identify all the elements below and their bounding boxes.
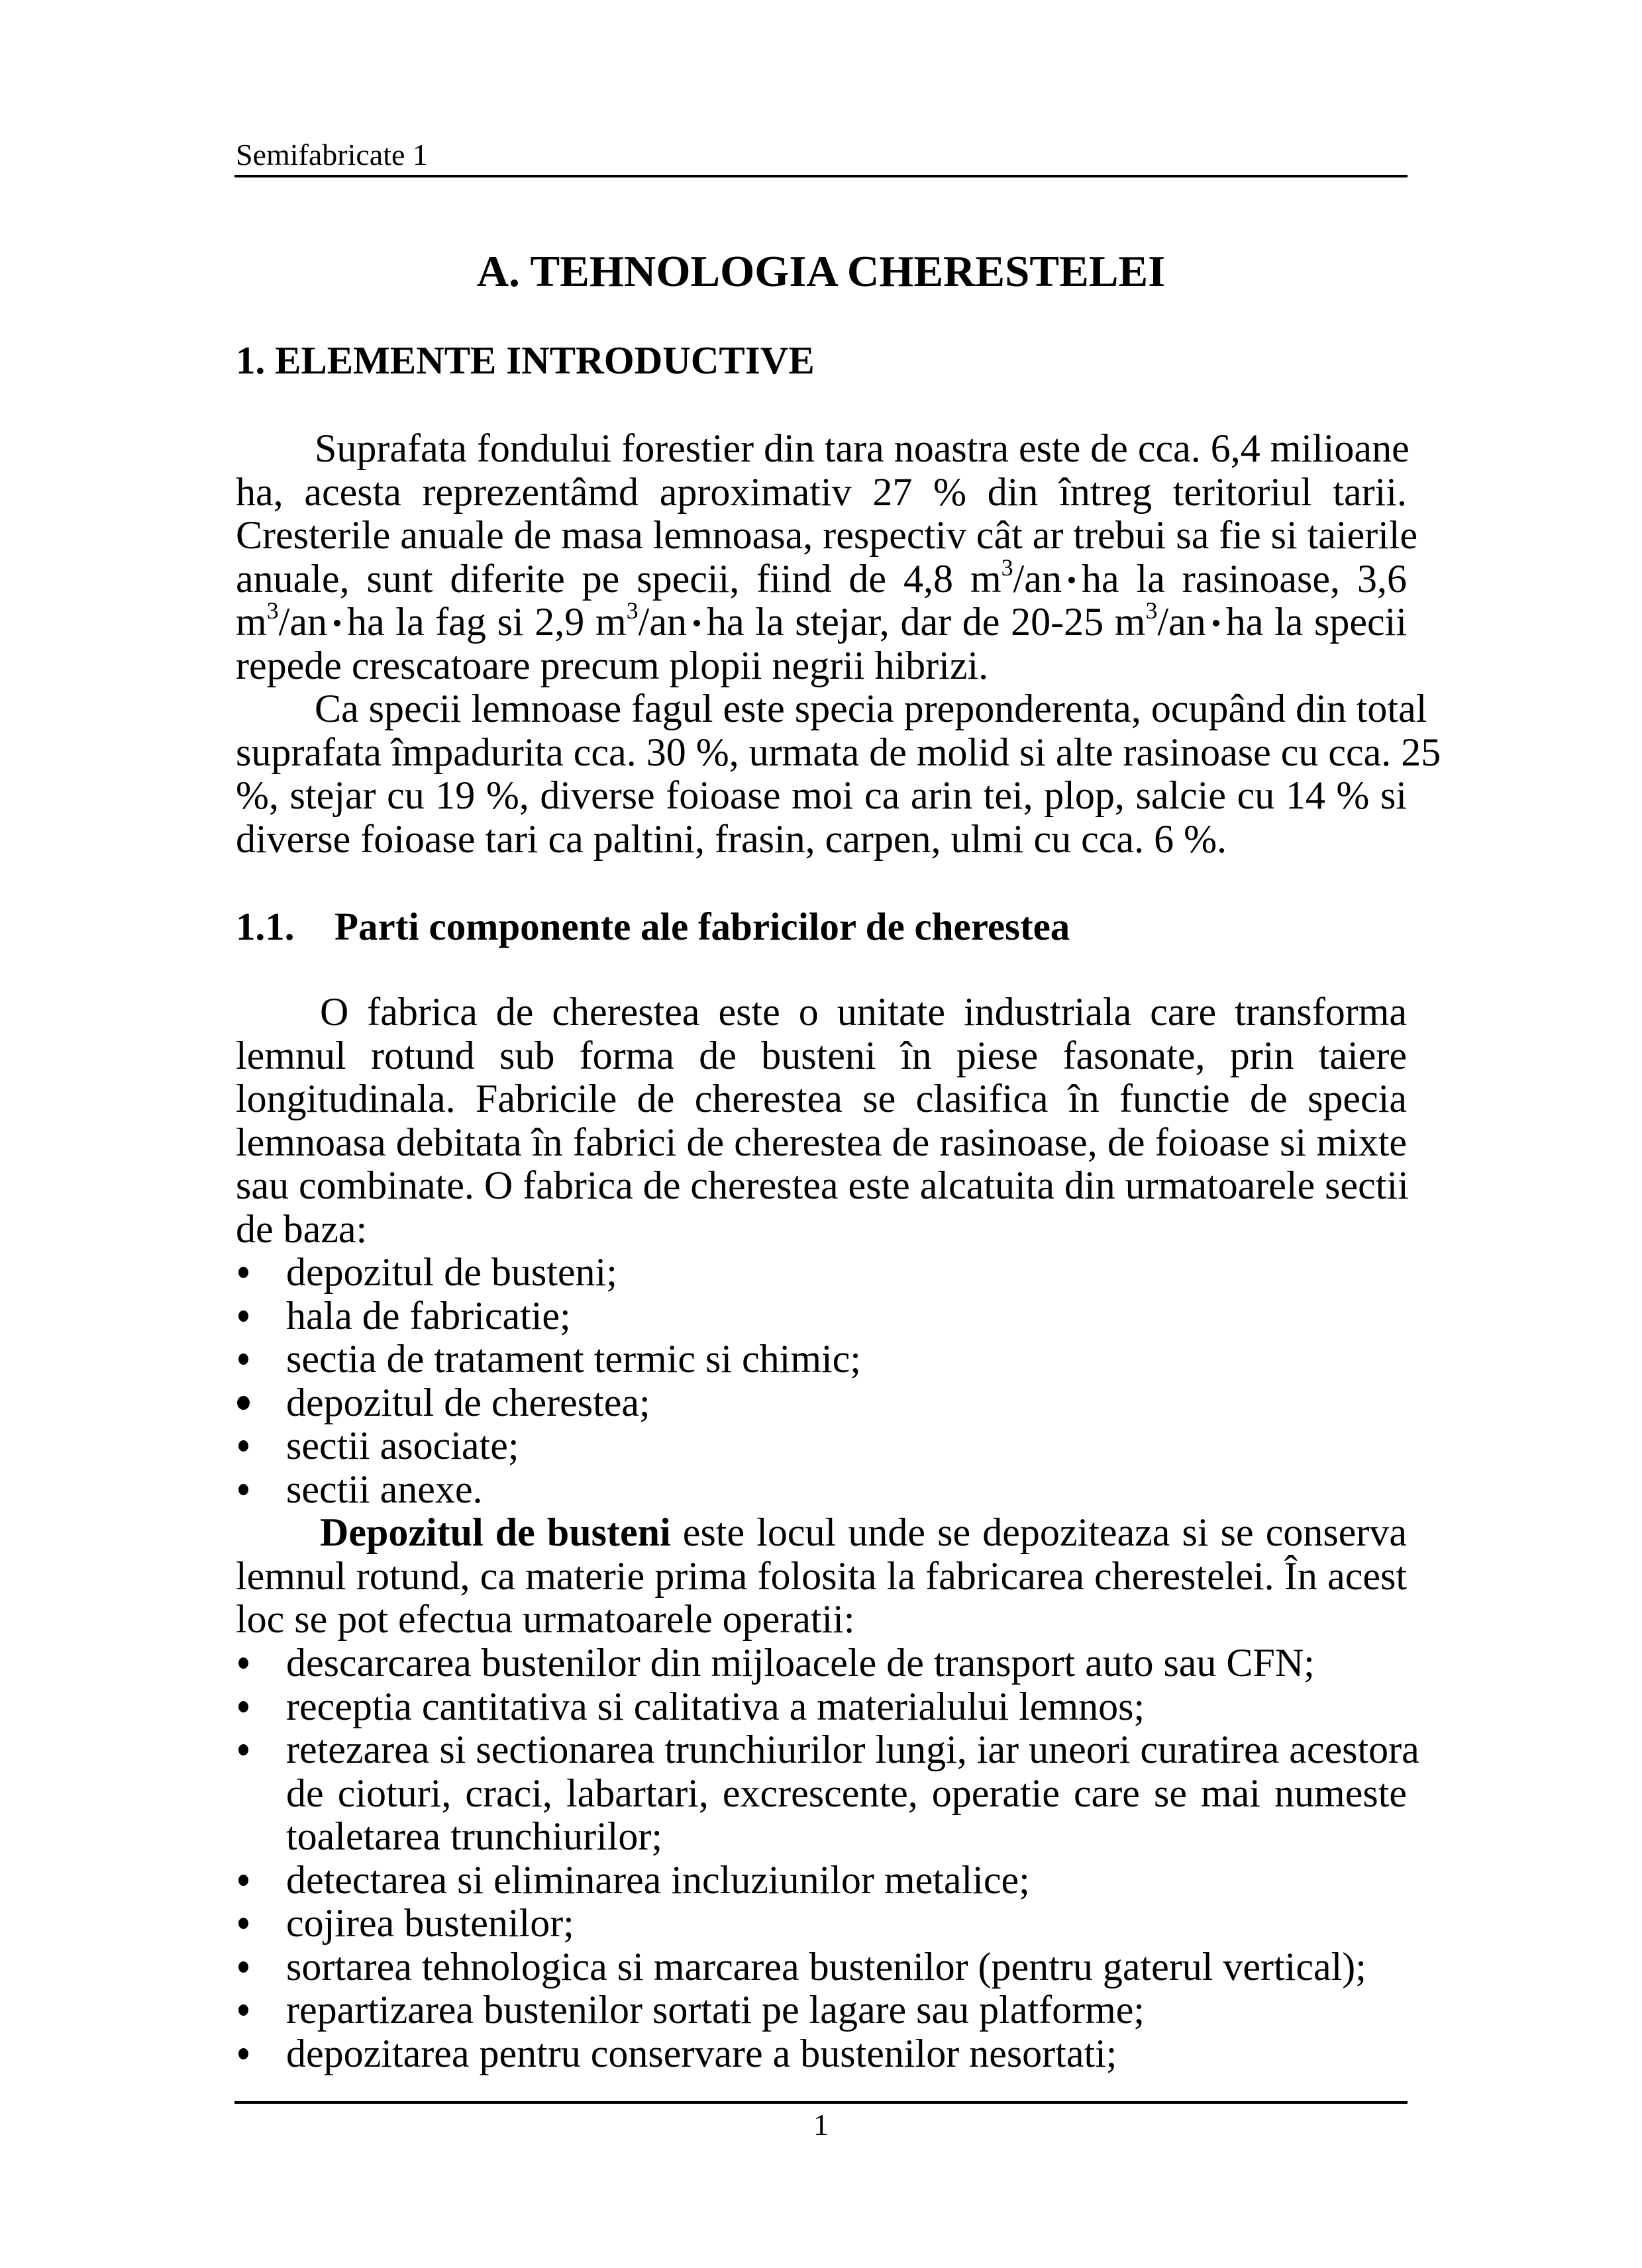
page-number: 1 xyxy=(813,2108,829,2142)
sawmill-sections-list xyxy=(236,1251,1407,1511)
text-line: longitudinala. Fabricile de cherestea se clasifica în functie de specia xyxy=(236,1077,1407,1120)
bullet-dot-icon xyxy=(237,1396,250,1410)
text-fragment: /an xyxy=(1013,556,1062,601)
text-fragment: /an xyxy=(638,600,687,644)
bullet-dot-icon xyxy=(238,1744,248,1755)
paragraph-sawmill-definition xyxy=(236,991,1407,1251)
list-item xyxy=(236,2032,1407,2076)
text-fragment: ha la rasinoase, 3,6 xyxy=(1081,556,1407,601)
list-item-text: sectii asociate; xyxy=(286,1424,519,1467)
running-header: Semifabricate 1 xyxy=(236,138,428,172)
text-line: detectarea si eliminarea incluziunilor metalice; xyxy=(286,1857,1030,1902)
text-line: sau combinate. O fabrica de cherestea este alcatuita din urmatoarele sectii xyxy=(236,1163,1409,1207)
list-item xyxy=(236,1728,1419,1859)
paragraph-forest-area xyxy=(236,426,1418,687)
list-item xyxy=(236,1338,1407,1381)
bullet-dot-icon xyxy=(238,1354,248,1365)
text-line: descarcarea bustenilor din mijloacele de transport auto sau CFN; xyxy=(286,1641,1315,1685)
list-item-text: sectia de tratament termic si chimic; xyxy=(286,1337,861,1381)
list-item xyxy=(236,1642,1407,1685)
list-item-text: hala de fabricatie; xyxy=(286,1293,571,1338)
bullet-dot-icon xyxy=(238,2048,248,2059)
text-line xyxy=(236,1511,1407,1555)
bullet-dot-icon xyxy=(238,1918,248,1929)
list-item xyxy=(236,1859,1407,1902)
list-item xyxy=(236,1381,1407,1425)
list-item-text xyxy=(286,1728,1419,1859)
text-fragment: ha la specii xyxy=(1225,600,1408,644)
text-line: repartizarea bustenilor sortati pe lagare sau platforme; xyxy=(286,1988,1145,2032)
list-item xyxy=(236,1685,1407,1729)
middle-dot-icon xyxy=(1213,620,1219,626)
bullet-dot-icon xyxy=(238,1657,248,1669)
superscript: 3 xyxy=(1145,597,1158,624)
text-line: sortarea tehnologica si marcarea bustenilor (pentru gaterul vertical); xyxy=(286,1944,1366,1989)
bullet-dot-icon xyxy=(238,2004,248,2016)
section-heading-1: 1. ELEMENTE INTRODUCTIVE xyxy=(236,338,815,382)
list-item xyxy=(236,1424,1407,1468)
bullet-dot-icon xyxy=(238,1440,248,1452)
text-line: de baza: xyxy=(236,1207,368,1251)
list-item-text xyxy=(286,1946,1407,1989)
section-title: Parti componente ale fabricilor de cherestea xyxy=(334,905,1070,948)
list-item-text: depozitul de cherestea; xyxy=(286,1380,650,1424)
text-fragment: este locul unde se depoziteaza si se conserva xyxy=(670,1510,1407,1554)
list-item-text xyxy=(286,1902,1407,1946)
superscript: 3 xyxy=(626,597,639,624)
text-line: ha, acesta reprezentâmd aproximativ 27 % din întreg teritoriul tarii. xyxy=(236,469,1407,514)
header-rule xyxy=(234,175,1408,177)
text-line: retezarea si sectionarea trunchiurilor lungi, iar uneori curatirea acestora xyxy=(286,1728,1419,1771)
text-fragment: /an xyxy=(278,600,327,644)
list-item xyxy=(236,1468,1407,1512)
list-item-text xyxy=(286,1989,1407,2032)
text-line: lemnoasa debitata în fabrici de cherestea de rasinoase, de foioase si mixte xyxy=(236,1120,1407,1164)
text-line: diverse foioase tari ca paltini, frasin, carpen, ulmi cu cca. 6 %. xyxy=(236,816,1227,861)
middle-dot-icon xyxy=(693,620,700,626)
section-number: 1.1. xyxy=(236,905,295,948)
middle-dot-icon xyxy=(1068,577,1075,583)
document-title: A. TEHNOLOGIA CHERESTELEI xyxy=(476,247,1166,296)
text-fragment: ha la fag si 2,9 m xyxy=(346,600,627,644)
text-line: lemnul rotund, ca materie prima folosita la fabricarea cherestelei. În acest xyxy=(236,1553,1407,1598)
section-heading-1-1 xyxy=(236,903,1070,950)
list-item-text xyxy=(286,1642,1407,1685)
list-item xyxy=(236,1295,1407,1338)
superscript: 3 xyxy=(266,597,279,624)
text-fragment: /an xyxy=(1157,600,1206,644)
bullet-dot-icon xyxy=(238,1484,248,1495)
bullet-dot-icon xyxy=(238,1701,248,1712)
text-line: receptia cantitativa si calitativa a materialului lemnos; xyxy=(286,1684,1145,1728)
list-item-text xyxy=(286,2032,1407,2076)
text-line: cojirea bustenilor; xyxy=(286,1901,574,1945)
list-item-text: depozitul de busteni; xyxy=(286,1250,617,1294)
list-item-text xyxy=(286,1685,1407,1729)
text-line xyxy=(236,597,1408,644)
bullet-dot-icon xyxy=(238,1875,248,1886)
bullet-dot-icon xyxy=(238,1961,248,1973)
text-line: depozitarea pentru conservare a bustenilor nesortati; xyxy=(286,2031,1117,2075)
middle-dot-icon xyxy=(334,620,340,626)
text-line: Suprafata fondului forestier din tara noastra este de cca. 6,4 milioane xyxy=(315,426,1410,470)
text-line: lemnul rotund sub forma de busteni în piese fasonate, prin taiere xyxy=(236,1033,1407,1077)
list-item xyxy=(236,1989,1407,2032)
text-line: suprafata împadurita cca. 30 %, urmata de molid si alte rasinoase cu cca. 25 xyxy=(236,730,1441,774)
text-line: toaletarea trunchiurilor; xyxy=(286,1814,663,1858)
text-line: O fabrica de cherestea este o unitate industriala care transforma xyxy=(320,990,1407,1034)
text-line: repede crescatoare precum plopii negrii hibrizi. xyxy=(236,643,989,687)
paragraph-log-yard xyxy=(236,1511,1407,1642)
bold-term: Depozitul de busteni xyxy=(320,1510,671,1554)
bullet-dot-icon xyxy=(238,1267,248,1278)
list-item xyxy=(236,1946,1407,1989)
list-item xyxy=(236,1902,1407,1946)
text-line: de cioturi, craci, labartari, excrescente, operatie care se mai numeste xyxy=(286,1771,1407,1815)
list-item-text xyxy=(286,1859,1407,1902)
text-line: loc se pot efectua urmatoarele operatii: xyxy=(236,1597,855,1641)
superscript: 3 xyxy=(1001,554,1013,581)
text-line xyxy=(236,554,1407,601)
log-yard-operations-list xyxy=(236,1641,1419,2075)
paragraph-species xyxy=(236,687,1441,861)
text-fragment: m xyxy=(236,600,267,644)
list-item-text: sectii anexe. xyxy=(286,1467,483,1511)
bullet-dot-icon xyxy=(238,1310,248,1322)
footer-rule xyxy=(234,2101,1408,2104)
text-fragment: anuale, sunt diferite pe specii, fiind de 4,8 m xyxy=(236,556,1001,601)
text-line: Ca specii lemnoase fagul este specia preponderenta, ocupând din total xyxy=(315,687,1427,730)
text-line: Cresterile anuale de masa lemnoasa, respectiv cât ar trebui sa fie si taierile xyxy=(236,513,1418,557)
list-item xyxy=(236,1251,1407,1295)
text-fragment: ha la stejar, dar de 20-25 m xyxy=(706,600,1146,644)
text-line: %, stejar cu 19 %, diverse foioase moi ca arin tei, plop, salcie cu 14 % si xyxy=(236,773,1407,817)
